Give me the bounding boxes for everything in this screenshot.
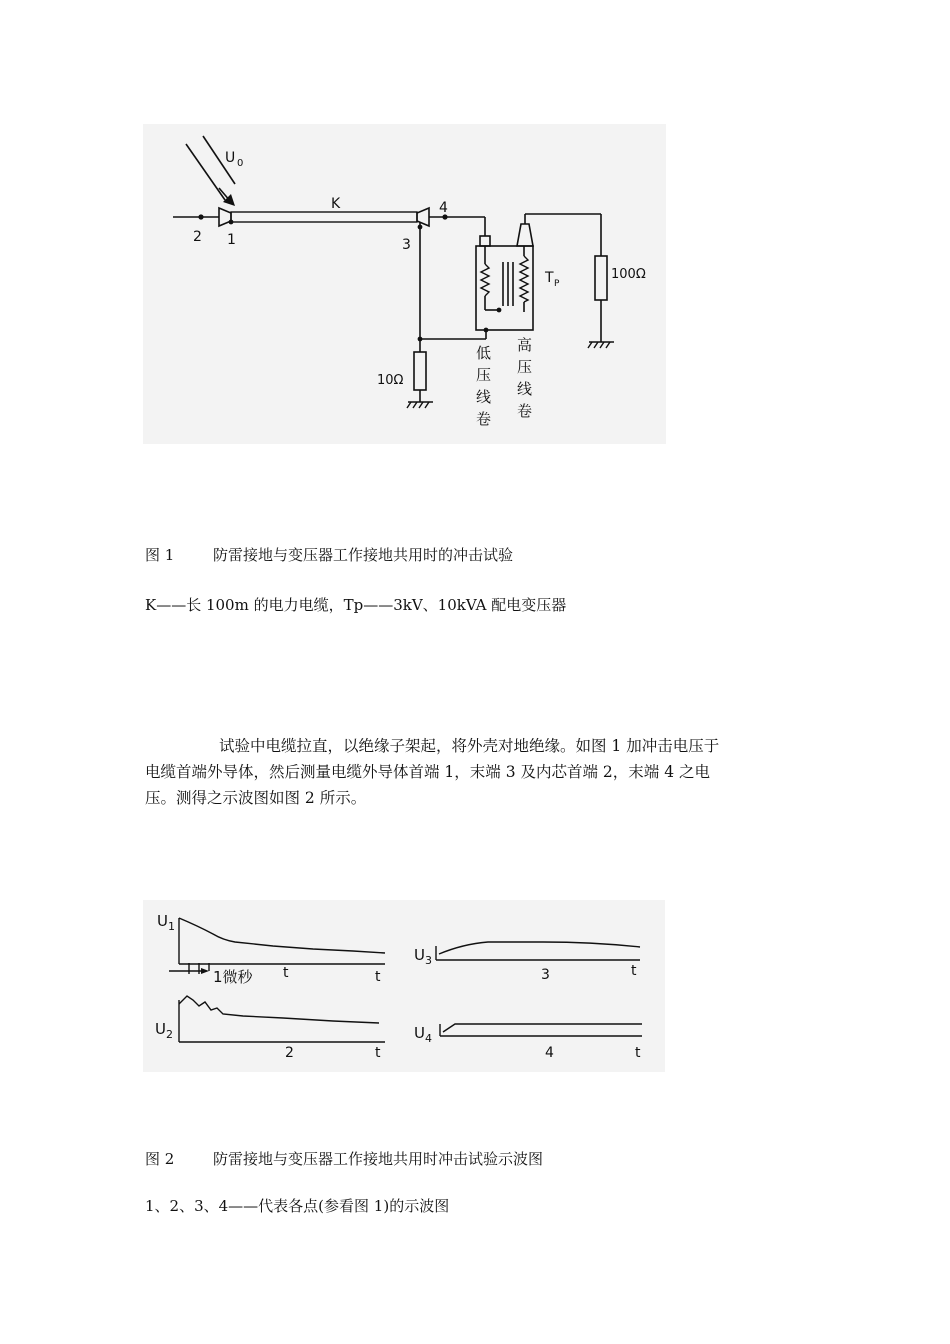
svg-text:线: 线 xyxy=(517,380,533,398)
label-point4: 4 xyxy=(439,200,448,216)
u1-trace xyxy=(179,918,385,953)
label-low-winding xyxy=(476,344,491,428)
time-scale-arrow xyxy=(201,968,209,974)
label-u1-t-mid: t xyxy=(283,965,289,981)
figure-1-caption xyxy=(145,544,513,565)
label-u1-sub: 1 xyxy=(168,920,175,933)
label-10-ohm: 10Ω xyxy=(377,373,404,388)
label-u4-t-end: t xyxy=(635,1045,641,1061)
figure-1-circuit-diagram xyxy=(143,124,666,444)
cable-k xyxy=(231,212,417,222)
svg-text:压: 压 xyxy=(517,358,533,376)
u2-trace xyxy=(179,996,379,1023)
body-paragraph xyxy=(145,733,810,811)
figure-2-number: 图 2 xyxy=(145,1150,175,1168)
label-u2: U xyxy=(155,1020,166,1038)
node-point1 xyxy=(229,220,234,225)
svg-text:高: 高 xyxy=(517,336,533,354)
label-tp-sub: P xyxy=(554,279,560,289)
node-junction-bottom xyxy=(418,337,423,342)
svg-text:线: 线 xyxy=(476,388,492,406)
circuit-svg xyxy=(143,124,666,444)
figure-1-number: 图 1 xyxy=(145,546,175,564)
cable-end-right xyxy=(417,208,429,226)
label-u1-t-end: t xyxy=(375,969,381,985)
paragraph-line-1: 试验中电缆拉直，以绝缘子架起，将外壳对地绝缘。如图 1 加冲击电压于 xyxy=(219,737,720,755)
figure-1-title: 防雷接地与变压器工作接地共用时的冲击试验 xyxy=(213,546,514,564)
svg-text:低: 低 xyxy=(476,344,492,362)
label-u3-t-end: t xyxy=(631,963,637,979)
node-point2 xyxy=(198,214,203,219)
u3-trace xyxy=(439,942,640,954)
label-one-microsecond: 1微秒 xyxy=(213,968,253,986)
label-point1: 1 xyxy=(227,232,236,248)
label-u3: U xyxy=(414,946,425,964)
label-series-3: 3 xyxy=(541,967,550,983)
svg-text:卷: 卷 xyxy=(476,410,492,428)
label-u0-sub: 0 xyxy=(237,158,244,169)
ground-symbol-high xyxy=(588,342,614,348)
svg-text:卷: 卷 xyxy=(517,402,533,420)
label-high-winding xyxy=(517,336,532,420)
node-point3 xyxy=(418,225,423,230)
paragraph-line-3: 压。测得之示波图如图 2 所示。 xyxy=(145,789,367,807)
low-winding-coil xyxy=(481,264,489,296)
figure-2-title: 防雷接地与变压器工作接地共用时冲击试验示波图 xyxy=(213,1150,544,1168)
figure-1-note: K——长 100m 的电力电缆，Tp——3kV、10kVA 配电变压器 xyxy=(145,596,567,614)
label-tp: T xyxy=(545,270,554,286)
label-u3-sub: 3 xyxy=(425,954,432,967)
label-point3: 3 xyxy=(402,237,411,253)
low-bushing xyxy=(480,236,490,246)
figure-2-oscillograms xyxy=(143,900,665,1072)
label-u2-t-end: t xyxy=(375,1045,381,1061)
svg-text:压: 压 xyxy=(476,366,492,384)
resistor-10-ohm xyxy=(414,352,426,390)
label-u2-sub: 2 xyxy=(166,1028,173,1041)
figure-2-note: 1、2、3、4——代表各点(参看图 1)的示波图 xyxy=(145,1197,450,1215)
high-bushing xyxy=(517,224,533,246)
figure-2-caption xyxy=(145,1148,543,1169)
node-transformer-bottom xyxy=(484,328,489,333)
node-low-tap xyxy=(497,308,502,313)
label-100-ohm: 100Ω xyxy=(611,267,646,282)
oscillogram-svg xyxy=(143,900,665,1072)
label-series-4: 4 xyxy=(545,1045,554,1061)
label-u4: U xyxy=(414,1024,425,1042)
high-winding-coil xyxy=(520,256,528,302)
label-series-2: 2 xyxy=(285,1045,294,1061)
label-u0: U xyxy=(225,150,236,166)
ground-symbol-low xyxy=(407,402,433,408)
probe-line-a xyxy=(186,144,225,200)
label-u4-sub: 4 xyxy=(425,1032,432,1045)
label-point2: 2 xyxy=(193,229,202,245)
resistor-100-ohm xyxy=(595,256,607,300)
u4-trace xyxy=(443,1024,642,1032)
paragraph-line-2: 电缆首端外导体，然后测量电缆外导体首端 1，末端 3 及内芯首端 2，末端 4 之电 xyxy=(145,763,711,781)
label-u1: U xyxy=(157,912,168,930)
label-cable-k: K xyxy=(331,196,341,212)
